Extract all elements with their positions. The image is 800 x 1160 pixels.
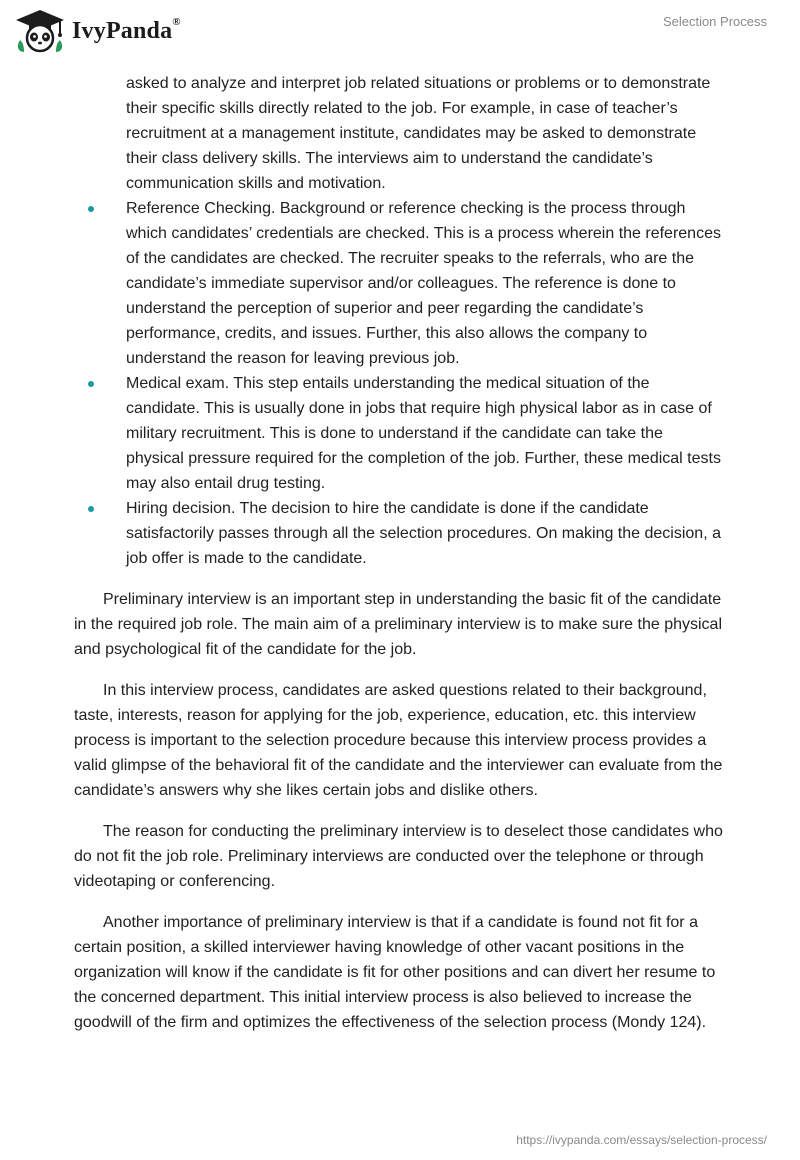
bullet-item-interview-continued xyxy=(126,71,724,196)
page-header xyxy=(0,0,800,60)
footer-url-link[interactable]: https://ivypanda.com/essays/selection-process/ xyxy=(516,1133,767,1147)
essay-content xyxy=(74,71,724,1035)
panda-graduate-icon xyxy=(14,8,66,54)
document-title: Selection Process xyxy=(662,14,767,29)
bullet-text: Medical exam. This step entails understanding the medical situation of the candidate. This is usually done in jobs that require high physical labor as in case of military recruitment. This is done to understand if the candidate can take the physical pressure required for the completion of the job. Further, these medical tests may also entail drug testing. xyxy=(126,375,721,492)
bullet-text: Hiring decision. The decision to hire the candidate is done if the candidate satisfactorily passes through all the selection procedures. On making the decision, a job offer is made to the candidate. xyxy=(126,500,721,567)
bullet-text: asked to analyze and interpret job related situations or problems or to demonstrate their specific skills directly related to the job. For example, in case of teacher’s recruitment at a management institute, candidates may be asked to demonstrate their class delivery skills. The interviews aim to understand the candidate’s communication skills and motivation. xyxy=(126,75,711,192)
bullet-dot-icon xyxy=(88,206,94,212)
bullet-item-hiring-decision xyxy=(126,496,724,571)
bullet-dot-icon xyxy=(88,506,94,512)
bullet-item-reference-checking xyxy=(126,196,724,371)
brand-name xyxy=(72,15,181,45)
bullet-list xyxy=(74,71,724,571)
registered-mark: ® xyxy=(172,15,181,28)
paragraph-preliminary-interview: Preliminary interview is an important step in understanding the basic fit of the candidate in the required job role. The main aim of a preliminary interview is to make sure the physical and psychological fit of the candidate for the job. xyxy=(74,591,722,658)
paragraph-importance: Another importance of preliminary interview is that if a candidate is found not fit for a certain position, a skilled interviewer having knowledge of other vacant positions in the organization will know if the candidate is fit for other positions and can divert her resume to the concerned department. This initial interview process is also believed to increase the goodwill of the firm and optimizes the effectiveness of the selection process (Mondy 124). xyxy=(74,914,716,1031)
bullet-dot-icon xyxy=(88,381,94,387)
ivypanda-logo[interactable] xyxy=(14,8,181,54)
bullet-text: Reference Checking. Background or reference checking is the process through which candidates’ credentials are checked. This is a process wherein the references of the candidates are checked. The recruiter speaks to the referrals, who are the candidate’s immediate supervisor and/or colleagues. The reference is done to understand the perception of superior and peer regarding the candidate’s performance, credits, and issues. Further, this also allows the company to understand the reason for leaving previous job. xyxy=(126,200,721,367)
paragraph-interview-process: In this interview process, candidates are asked questions related to their background, taste, interests, reason for applying for the job, experience, education, etc. this interview process is important to the selection procedure because this interview process provides a valid glimpse of the behavioral fit of the candidate and the interviewer can evaluate from the candidate’s answers why she likes certain jobs and dislike others. xyxy=(74,682,723,799)
paragraph-reason: The reason for conducting the preliminary interview is to deselect those candidates who do not fit the job role. Preliminary interviews are conducted over the telephone or through videotaping or conferencing. xyxy=(74,823,723,890)
brand-text: IvyPanda xyxy=(72,17,173,44)
bullet-item-medical-exam xyxy=(126,371,724,496)
